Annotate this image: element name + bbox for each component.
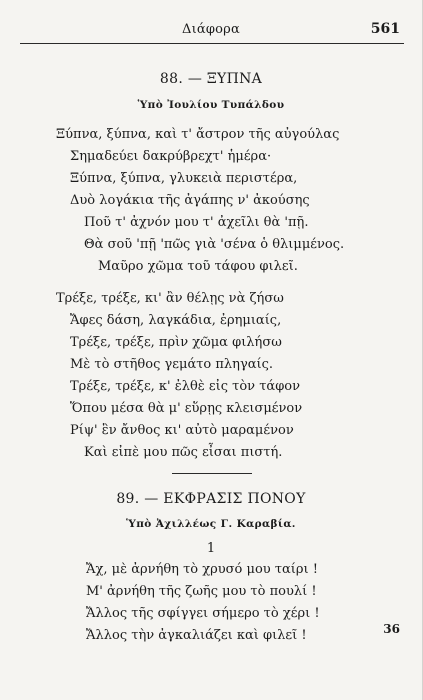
poem-author-88: Ὑπὸ Ἰουλίου Τυπάλδου [137, 99, 285, 111]
verse-line: Δυὸ λογάκια τῆς ἀγάπης ν' ἀκούσης [70, 193, 310, 208]
header-rule [20, 43, 404, 44]
verse-line: Σημαδεύει δακρύβρεχτ' ἡμέρα· [70, 149, 272, 164]
verse-line: Ἄλλος τῆς σφίγγει σήμερο τὸ χέρι ! [86, 606, 320, 621]
verse-line: Ἄφες δάση, λαγκάδια, ἐρημιαίς, [70, 313, 282, 328]
verse-line: Ποῦ τ' ἀχνόν μου τ' ἀχεῖλι θὰ 'πῇ. [84, 215, 309, 230]
poem-title-89: 89. — ΕΚΦΡΑΣΙΣ ΠΟΝΟΥ [116, 491, 306, 507]
verse-line: Μ' ἀρνήθη τῆς ζωῆς μου τὸ πουλί ! [86, 584, 317, 599]
verse-line: Ὅπου μέσα θὰ μ' εὕρῃς κλεισμένον [70, 401, 303, 416]
verse-line: Ἄχ, μὲ ἀρνήθη τὸ χρυσό μου ταίρι ! [86, 562, 318, 577]
section-number: 1 [206, 541, 216, 556]
verse-line: Μὲ τὸ στῆθος γεμάτο πληγαίς. [70, 357, 274, 372]
verse-line: Ρίψ' ἓν ἄνθος κι' αὐτὸ μαραμένον [70, 423, 294, 438]
poem-separator-rule [172, 473, 252, 474]
printer-signature-mark: 36 [383, 622, 400, 636]
running-title: Διάφορα [181, 22, 240, 37]
poem-title-88: 88. — ΞΥΠΝΑ [159, 71, 263, 87]
verse-line: Μαῦρο χῶμα τοῦ τάφου φιλεῖ. [98, 259, 298, 274]
verse-line: Ξύπνα, ξύπνα, καὶ τ' ἄστρον τῆς αὐγούλας [56, 127, 340, 142]
verse-line: Ἄλλος τὴν ἀγκαλιάζει καὶ φιλεῖ ! [86, 628, 307, 643]
verse-line: Ξύπνα, ξύπνα, γλυκειὰ περιστέρα, [70, 171, 298, 186]
verse-line: Τρέξε, τρέξε, κ' ἐλθὲ εἰς τὸν τάφον [70, 379, 301, 394]
page-number: 561 [370, 21, 400, 37]
verse-line: Τρέξε, τρέξε, κι' ἂν θέλῃς νὰ ζήσω [56, 291, 284, 306]
verse-line: Θὰ σοῦ 'πῇ 'πῶς γιὰ 'σένα ὁ θλιμμένος. [84, 237, 345, 252]
verse-line: Καὶ εἰπὲ μου πῶς εἶσαι πιστή. [84, 445, 283, 460]
poem-author-89: Ὑπὸ Ἀχιλλέως Γ. Καραβία. [126, 518, 296, 530]
verse-line: Τρέξε, τρέξε, πρὶν χῶμα φιλήσω [70, 335, 282, 350]
